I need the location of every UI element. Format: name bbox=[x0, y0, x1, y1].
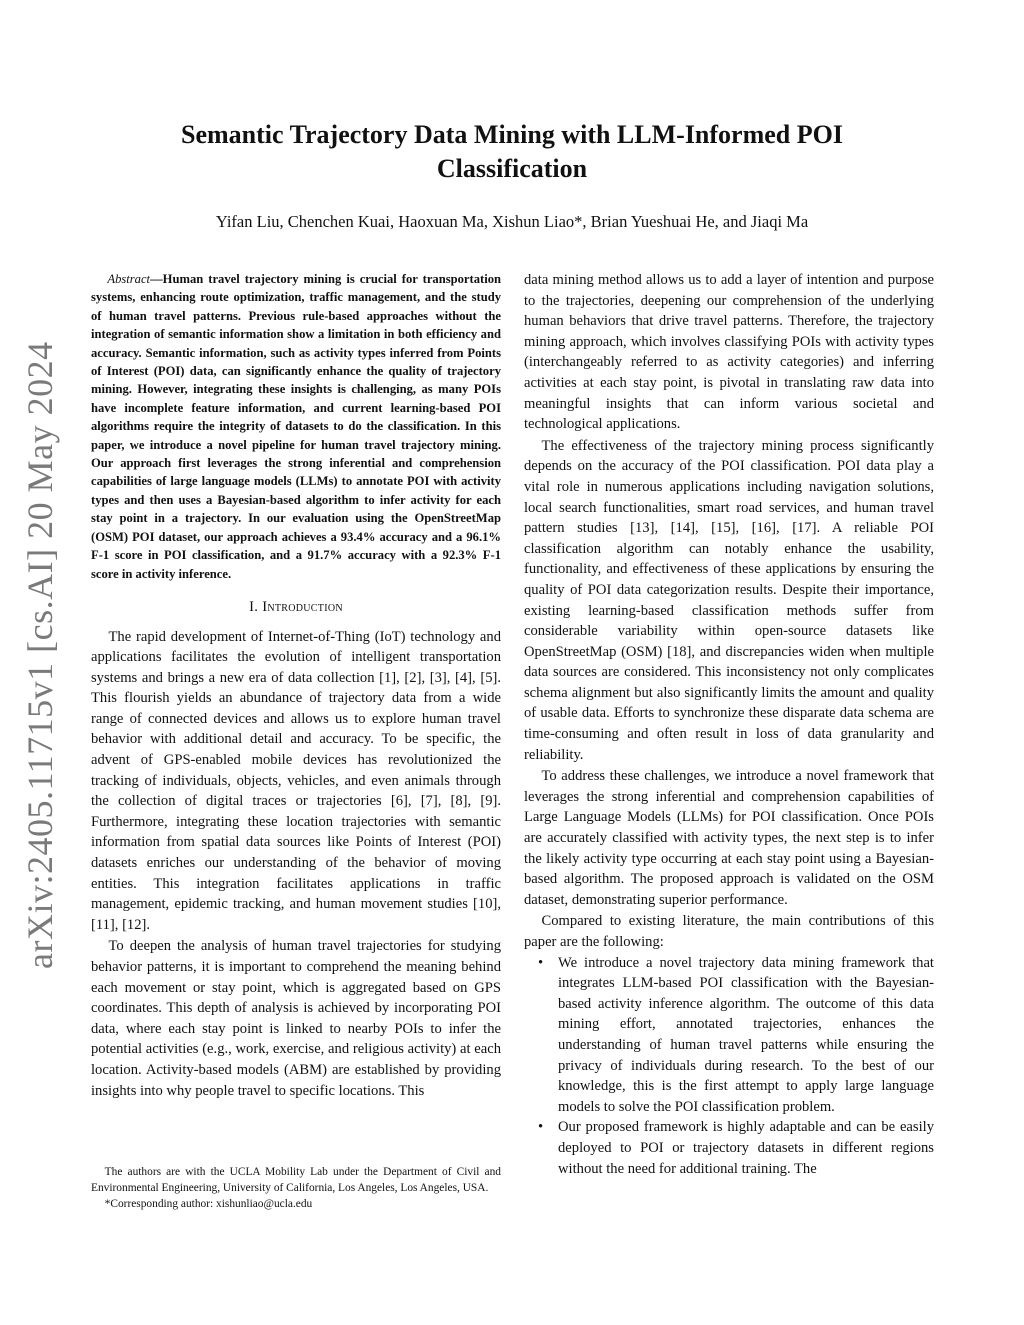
section-title: Introduction bbox=[262, 598, 343, 615]
contributions-list bbox=[524, 953, 934, 1180]
bullet-icon: • bbox=[538, 1119, 544, 1136]
abstract-separator: — bbox=[150, 272, 163, 286]
intro-paragraph-1: The rapid development of Internet-of-Thing (IoT) technology and applications facilitates the evolution of intelligent transportation systems and brings a new era of data collection [1], [2], [3], [4], [5]. This flourish yields an abundance of trajectory data from a wide range of connected devices and allows us to explore human travel behavior with additional detail and accuracy. To be specific, the advent of GPS-enabled mobile devices has revolutionized the tracking of individuals, objects, vehicles, and even animals through the collection of digital traces or trajectories [6], [7], [8], [9]. Furthermore, integrating these location trajectories with semantic information from spatial data sources like Points of Interest (POI) datasets enriches our understanding of the behavior of moving entities. This integration facilitates applications in traffic management, epidemic tracking, and human movement studies [10], [11], [12]. bbox=[91, 628, 501, 933]
list-item bbox=[524, 1117, 934, 1179]
footnote-corresponding-author: *Corresponding author: xishunliao@ucla.edu bbox=[104, 1197, 313, 1210]
arxiv-identifier: arXiv:2405.11715v1 [cs.AI] 20 May 2024 bbox=[20, 341, 60, 969]
left-column bbox=[91, 270, 501, 1101]
intro-paragraph-4: To address these challenges, we introduce a novel framework that leverages the strong inferential and comprehension capabilities of Large Language Models (LLMs) for POI classification. Once POIs are accurately classified with activity types, the next step is to infer the likely activity type occurring at each stay point using a Bayesian-based algorithm. The proposed approach is validated on the OSM dataset, demonstrating superior performance. bbox=[524, 768, 934, 908]
intro-paragraph-continued: data mining method allows us to add a layer of intention and purpose to the trajectories, deepening our comprehension of the underlying human behaviors that drive travel patterns. Therefore, the trajectory mining approach, which involves classifying POIs with activity types (interchangeably referred to as activity categories) and inferring activities at each stay point, is pivotal in translating raw data into meaningful insights that can inform various societal and technological applications. bbox=[524, 272, 934, 433]
contribution-text: We introduce a novel trajectory data mining framework that integrates LLM-based POI classification with the Bayesian-based activity inference algorithm. The outcome of this data mining effort, annotated trajectories, enhances the understanding of human travel patterns while ensuring the privacy of individuals during research. To the best of our knowledge, this is the first attempt to apply large language models to solve the POI classification problem. bbox=[558, 954, 934, 1115]
right-column bbox=[524, 270, 934, 1179]
paper-title: Semantic Trajectory Data Mining with LLM-Informed POI Classification bbox=[181, 120, 843, 183]
intro-paragraph-2: To deepen the analysis of human travel trajectories for studying behavior patterns, it is important to comprehend the meaning behind each movement or stay point, which is aggregated based on GPS coordinates. This depth of analysis is achieved by incorporating POI data, where each stay point is linked to nearby POIs to infer the potential activities (e.g., work, exercise, and religious activity) at each location. Activity-based models (ABM) are established by providing insights into why people travel to specific locations. This bbox=[91, 938, 501, 1099]
intro-paragraph-3: The effectiveness of the trajectory mining process significantly depends on the accuracy of the POI classification. POI data play a vital role in numerous applications including navigation solutions, local search functionalities, smart road services, and human travel pattern studies [13], [14], [15], [16], [17]. A reliable POI classification algorithm can notably enhance the usability, functionality, and effectiveness of these applications by ensuring the quality of POI data categorization results. Despite their importance, existing learning-based classification methods suffer from considerable variability within open-source datasets like OpenStreetMap (OSM) [18], and discrepancies widen when multiple data sources are considered. This inconsistency not only complicates schema alignment but also significantly limits the amount and quality of usable data. Efforts to synchronize these disparate data schema are time-consuming and often result in loss of data granularity and reliability. bbox=[524, 437, 934, 763]
intro-paragraph-5: Compared to existing literature, the main contributions of this paper are the following: bbox=[524, 913, 934, 950]
bullet-icon: • bbox=[538, 954, 544, 971]
footnote-affiliation: The authors are with the UCLA Mobility Lab under the Department of Civil and Environmental Engineering, University of California, Los Angeles, Los Angeles, USA. bbox=[91, 1166, 501, 1194]
abstract-text: Human travel trajectory mining is crucial for transportation systems, enhancing route optimization, traffic management, and the study of human travel patterns. Previous rule-based approaches without the integration of semantic information show a limitation in both efficiency and accuracy. Semantic information, such as activity types inferred from Points of Interest (POI) data, can significantly enhance the quality of trajectory mining. However, integrating these insights is challenging, as many POIs have incomplete feature information, and current learning-based POI algorithms require the integrity of datasets to do the classification. In this paper, we introduce a novel pipeline for human travel trajectory mining. Our approach first leverages the strong inferential and comprehension capabilities of large language models (LLMs) to annotate POI with activity types and then uses a Bayesian-based algorithm to infer activity for each stay point in a trajectory. In our evaluation using the OpenStreetMap (OSM) POI dataset, our approach achieves a 93.4% accuracy and a 96.1% F-1 score in POI classification, and a 91.7% accuracy with a 92.3% F-1 score in activity inference. bbox=[91, 272, 501, 581]
section-heading-introduction bbox=[91, 597, 501, 618]
abstract-label: Abstract bbox=[107, 272, 151, 286]
list-item bbox=[524, 953, 934, 1118]
author-list: Yifan Liu, Chenchen Kuai, Haoxuan Ma, Xishun Liao*, Brian Yueshuai He, and Jiaqi Ma bbox=[215, 212, 809, 231]
section-number: I. bbox=[249, 598, 259, 615]
abstract bbox=[91, 270, 501, 583]
footnotes bbox=[91, 1165, 501, 1212]
contribution-text: Our proposed framework is highly adaptable and can be easily deployed to POI or trajectory datasets in different regions without the need for additional training. The bbox=[558, 1119, 934, 1177]
